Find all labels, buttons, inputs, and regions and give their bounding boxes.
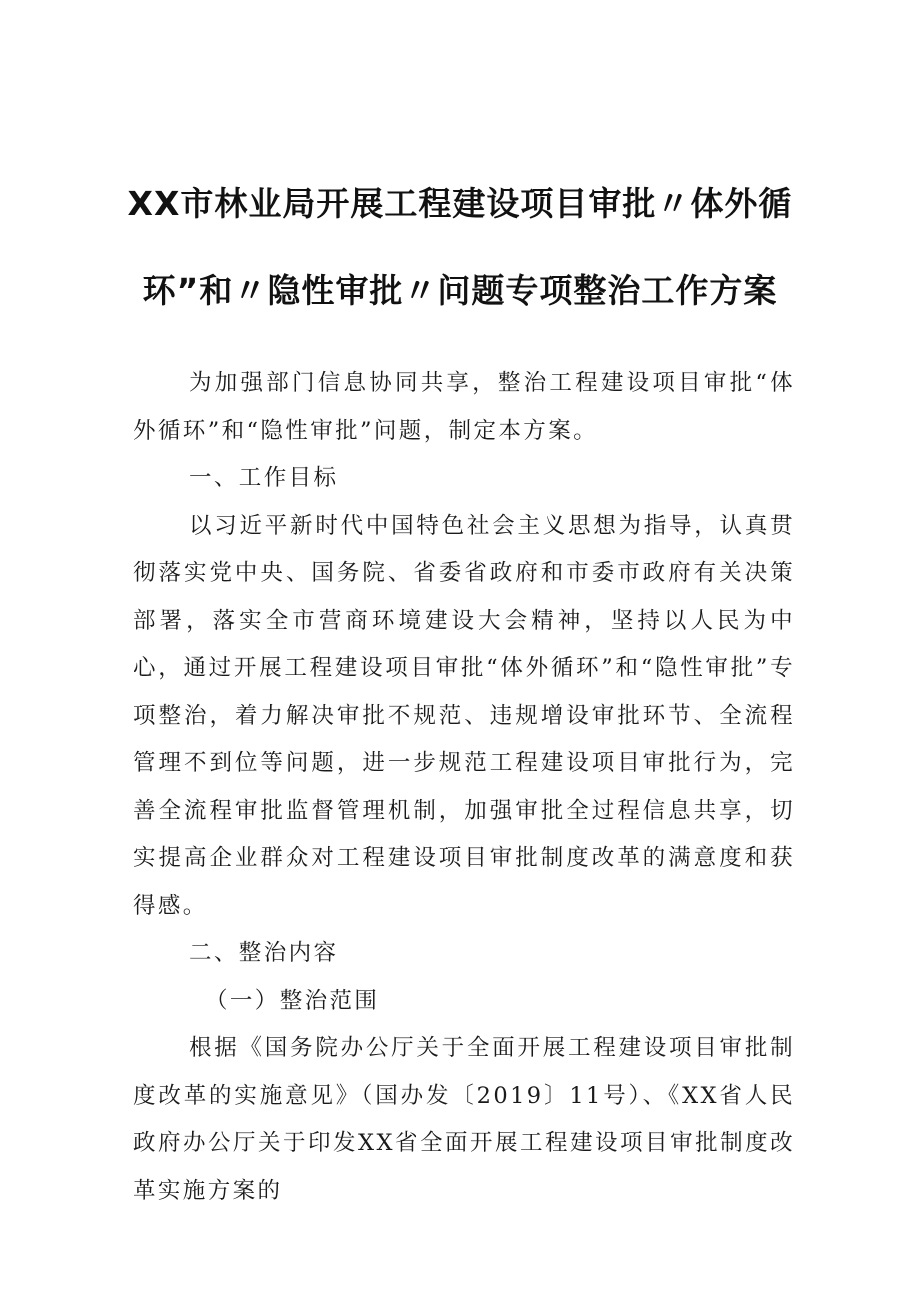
intro-paragraph: 为加强部门信息协同共享，整治工程建设项目审批“体外循环”和“隐性审批”问题，制定本方案。 (133, 370, 795, 444)
goals-paragraph: 以习近平新时代中国特色社会主义思想为指导，认真贯彻落实党中央、国务院、省委省政府和市委市政府有关决策部署，落实全市营商环境建设大会精神，坚持以人民为中心，通过开展工程建设项目审批“体外循环”和“隐性审批”专项整治，着力解决审批不规范、违规增设审批环节、全流程管理不到位等问题，进一步规范工程建设项目审批行为，完善全流程审批监督管理机制，加强审批全过程信息共享，切实提高企业群众对工程建设项目审批制度改革的满意度和获得感。 (133, 512, 795, 919)
section-heading-goals: 一、工作目标 (189, 465, 339, 491)
section-heading-content: 二、整治内容 (189, 940, 339, 966)
document-title-line-1: XX市林业局开展工程建设项目审批〃体外循 (127, 184, 793, 223)
scope-paragraph: 根据《国务院办公厅关于全面开展工程建设项目审批制度改革的实施意见》（国办发〔2019〕11号）、《XX省人民政府办公厅关于印发XX省全面开展工程建设项目审批制度改革实施方案的 (133, 1035, 795, 1204)
document-body (133, 360, 795, 1215)
document-title-line-2: 环”和〃隐性审批〃问题专项整治工作方案 (142, 271, 778, 310)
subsection-heading-scope: （一）整治范围 (205, 987, 380, 1014)
